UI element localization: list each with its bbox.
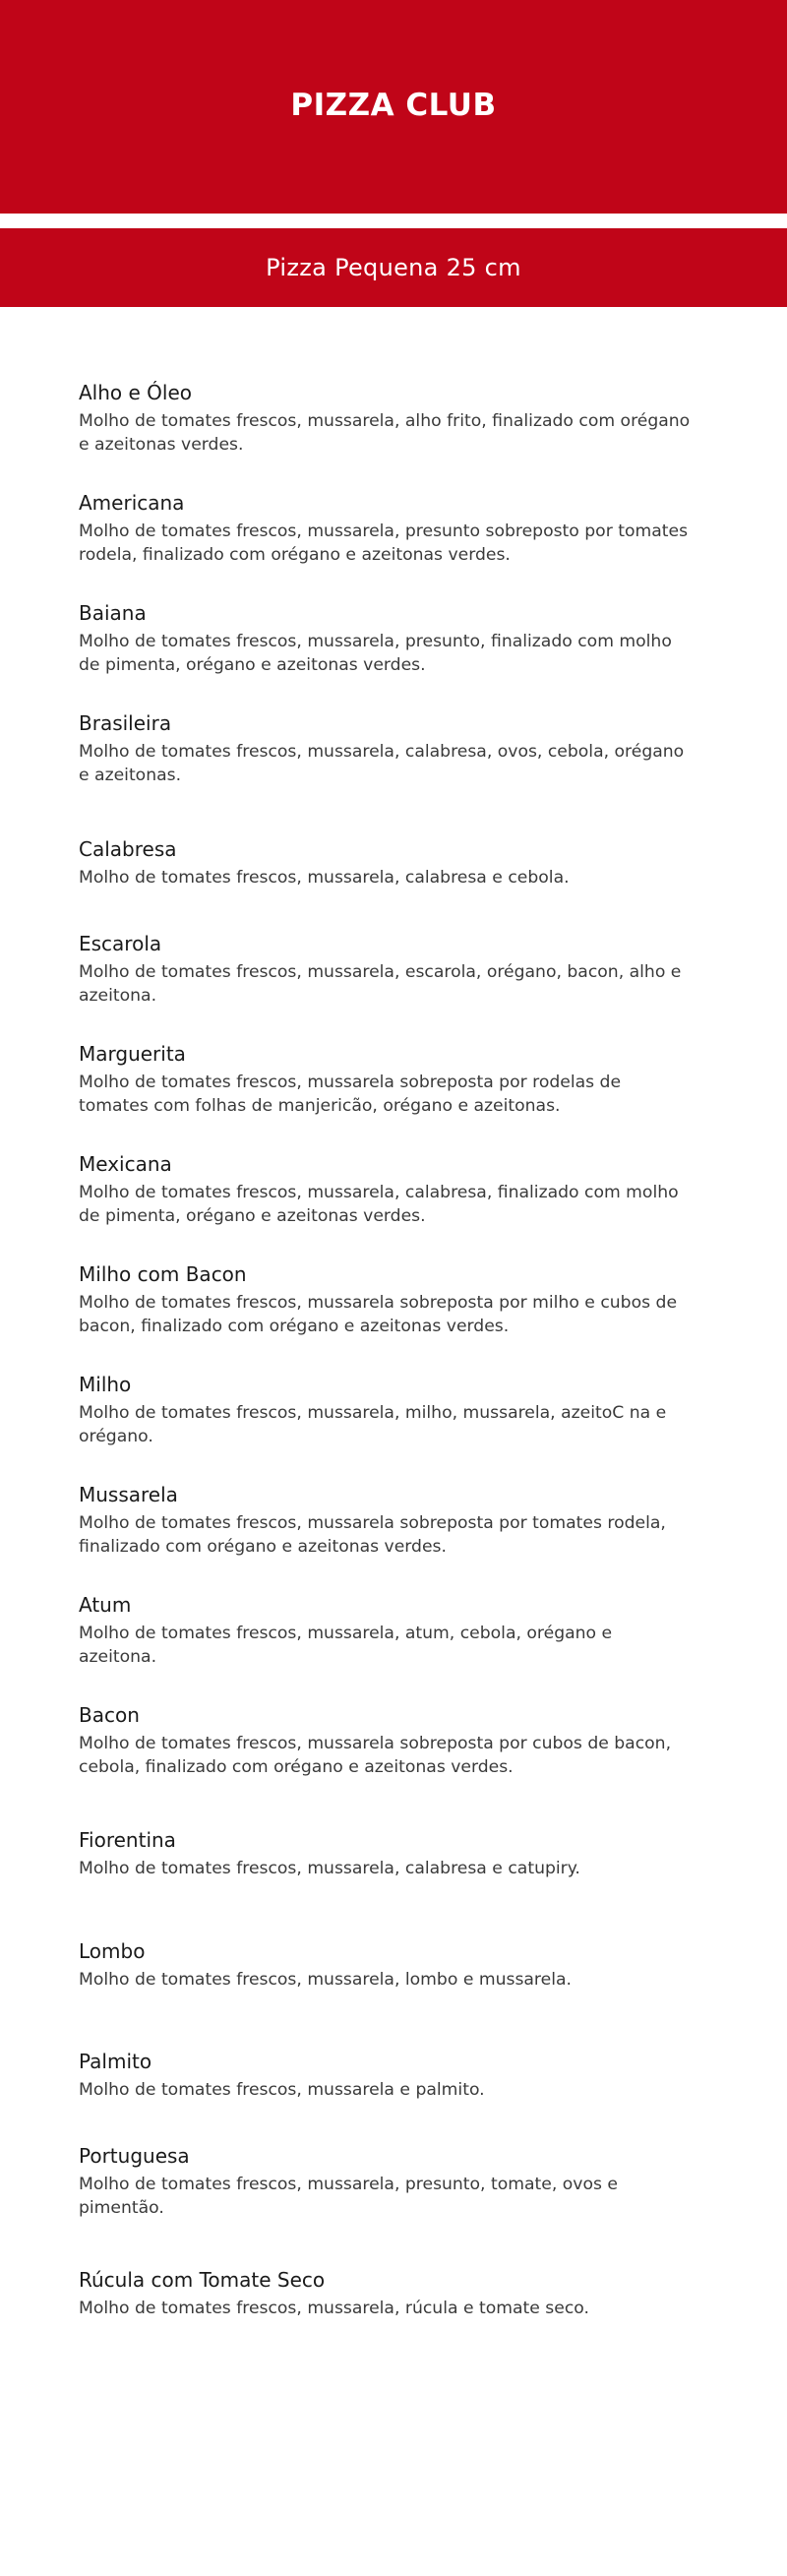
menu-item-description: Molho de tomates frescos, mussarela, calabresa, finalizado com molho de pimenta, orégano e azeitonas verdes. xyxy=(79,1183,679,1226)
menu-item-name: Palmito xyxy=(79,2050,152,2073)
menu-item-palmito xyxy=(79,2049,708,2102)
page-title: PIZZA CLUB xyxy=(290,87,497,123)
menu-item-description: Molho de tomates frescos, mussarela sobreposta por cubos de bacon, cebola, finalizado com orégano e azeitonas verdes. xyxy=(79,1734,672,1777)
menu-item-americana xyxy=(79,490,708,567)
menu-item-description: Molho de tomates frescos, mussarela, rúcula e tomate seco. xyxy=(79,2299,589,2318)
menu-item-description: Molho de tomates frescos, mussarela, atum, cebola, orégano e azeitona. xyxy=(79,1624,613,1667)
menu-item-fiorentina xyxy=(79,1827,708,1880)
menu-item-calabresa xyxy=(79,836,708,889)
menu-item-mexicana xyxy=(79,1151,708,1228)
menu-item-description: Molho de tomates frescos, mussarela, presunto, tomate, ovos e pimentão. xyxy=(79,2175,618,2218)
menu-item-description: Molho de tomates frescos, mussarela, presunto, finalizado com molho de pimenta, orégano e azeitonas verdes. xyxy=(79,632,672,675)
menu-item-name: Baiana xyxy=(79,601,147,625)
menu-item-name: Lombo xyxy=(79,1939,146,1963)
menu-item-brasileira xyxy=(79,710,708,787)
menu-item-milho xyxy=(79,1372,708,1448)
menu-item-baiana xyxy=(79,600,708,677)
menu-item-name: Brasileira xyxy=(79,711,172,735)
menu-item-description: Molho de tomates frescos, mussarela e palmito. xyxy=(79,2080,485,2100)
menu-item-milho-com-bacon xyxy=(79,1261,708,1338)
header-band xyxy=(0,0,787,214)
menu-item-name: Portuguesa xyxy=(79,2144,190,2168)
menu-item-description: Molho de tomates frescos, mussarela, lombo e mussarela. xyxy=(79,1970,572,1990)
menu-item-bacon xyxy=(79,1702,708,1779)
menu-item-name: Mussarela xyxy=(79,1483,178,1506)
menu-item-description: Molho de tomates frescos, mussarela, alho frito, finalizado com orégano e azeitonas verdes. xyxy=(79,411,691,455)
subheader-band xyxy=(0,228,787,307)
menu-item-description: Molho de tomates frescos, mussarela, calabresa e cebola. xyxy=(79,868,570,888)
menu-item-name: Alho e Óleo xyxy=(79,381,193,404)
menu-item-description: Molho de tomates frescos, mussarela sobreposta por rodelas de tomates com folhas de manjericão, orégano e azeitonas. xyxy=(79,1073,622,1116)
menu-item-name: Milho com Bacon xyxy=(79,1262,247,1286)
menu-item-description: Molho de tomates frescos, mussarela, calabresa e catupiry. xyxy=(79,1859,580,1878)
menu-item-marguerita xyxy=(79,1041,708,1118)
menu-item-name: Milho xyxy=(79,1373,132,1396)
menu-item-description: Molho de tomates frescos, mussarela sobreposta por tomates rodela, finalizado com orégano e azeitonas verdes. xyxy=(79,1513,666,1557)
menu-item-description: Molho de tomates frescos, mussarela, escarola, orégano, bacon, alho e azeitona. xyxy=(79,962,682,1006)
menu-item-rucula-com-tomate-seco xyxy=(79,2267,708,2320)
menu-item-name: Calabresa xyxy=(79,837,177,861)
menu-item-name: Marguerita xyxy=(79,1042,186,1066)
menu-item-lombo xyxy=(79,1938,708,1992)
menu-item-portuguesa xyxy=(79,2143,708,2220)
menu-item-description: Molho de tomates frescos, mussarela, calabresa, ovos, cebola, orégano e azeitonas. xyxy=(79,742,685,785)
menu-item-name: Mexicana xyxy=(79,1152,172,1176)
menu-section-title: Pizza Pequena 25 cm xyxy=(266,254,521,281)
menu-item-name: Atum xyxy=(79,1593,132,1617)
menu-item-escarola xyxy=(79,931,708,1008)
menu-item-name: Americana xyxy=(79,491,185,515)
menu-item-description: Molho de tomates frescos, mussarela, presunto sobreposto por tomates rodela, finalizado com orégano e azeitonas verdes. xyxy=(79,521,689,565)
menu-item-mussarela xyxy=(79,1482,708,1559)
menu-item-name: Fiorentina xyxy=(79,1828,176,1852)
menu-item-name: Escarola xyxy=(79,932,162,955)
menu-item-alho-e-oleo xyxy=(79,380,708,457)
menu-item-description: Molho de tomates frescos, mussarela, milho, mussarela, azeitoC na e orégano. xyxy=(79,1403,667,1446)
menu-item-atum xyxy=(79,1592,708,1669)
menu-item-name: Bacon xyxy=(79,1703,140,1727)
menu-item-name: Rúcula com Tomate Seco xyxy=(79,2268,326,2292)
menu-item-description: Molho de tomates frescos, mussarela sobreposta por milho e cubos de bacon, finalizado com orégano e azeitonas verdes. xyxy=(79,1293,678,1336)
